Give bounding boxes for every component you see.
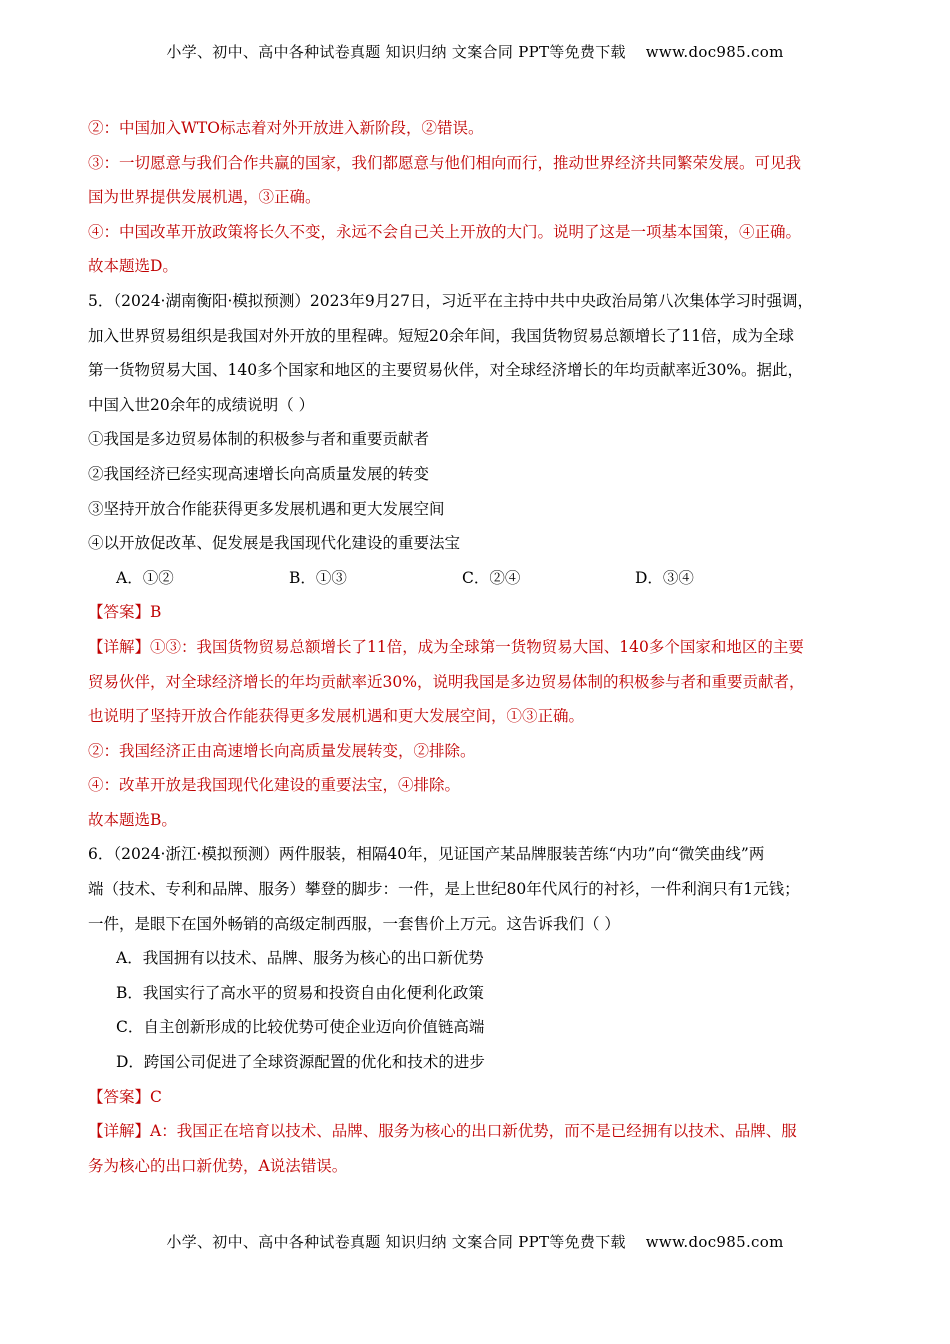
q5-detail-4: ②：我国经济正由高速增长向高质量发展转变，②排除。 <box>88 741 476 760</box>
q6-answer-value: C <box>150 1087 162 1106</box>
q5-detail-text-1: ①③：我国货物贸易总额增长了11倍，成为全球第一货物贸易大国、140多个国家和地区的主要 <box>150 637 804 656</box>
q5-option-c: C．②④ <box>462 568 521 587</box>
q5-option-a: A．①② <box>116 568 174 587</box>
footer-text: 小学、初中、高中各种试卷真题 知识归纳 文案合同 PPT等免费下载 <box>166 1233 626 1251</box>
q5-detail-2: 贸易伙伴，对全球经济增长的年均贡献率近30%，说明我国是多边贸易体制的积极参与者和重要贡献者， <box>88 672 805 691</box>
q5-statement-4: ④以开放促改革、促发展是我国现代化建设的重要法宝 <box>88 534 461 553</box>
q5-answer <box>88 602 863 637</box>
q5-option-d: D．③④ <box>635 568 694 587</box>
q5-detail-1 <box>88 637 863 672</box>
q6-stem-3: 一件，是眼下在国外畅销的高级定制西服，一套售价上万元。这告诉我们（ ） <box>88 914 620 933</box>
header-text: 小学、初中、高中各种试卷真题 知识归纳 文案合同 PPT等免费下载 <box>166 43 626 61</box>
q5-detail-5: ④：改革开放是我国现代化建设的重要法宝，④排除。 <box>88 776 461 795</box>
q6-stem-1: 6．（2024·浙江·模拟预测）两件服装，相隔40年，见证国产某品牌服装苦练“内功”向“微笑曲线”两 <box>88 845 765 864</box>
prev-explain-2: ②：中国加入WTO标志着对外开放进入新阶段，②错误。 <box>88 119 484 137</box>
q6-stem-2: 端（技术、专利和品牌、服务）攀登的脚步：一件，是上世纪80年代风行的衬衫，一件利润只有1元钱； <box>88 880 800 899</box>
q6-option-c: C．自主创新形成的比较优势可使企业迈向价值链高端 <box>116 1018 485 1037</box>
q6-option-b: B．我国实行了高水平的贸易和投资自由化便利化政策 <box>116 983 484 1002</box>
q5-conclusion: 故本题选B。 <box>88 810 177 829</box>
q5-statement-1: ①我国是多边贸易体制的积极参与者和重要贡献者 <box>88 430 430 449</box>
q6-detail-text-1: A：我国正在培育以技术、品牌、服务为核心的出口新优势，而不是已经拥有以技术、品牌、服 <box>150 1122 797 1141</box>
q5-options <box>88 568 863 603</box>
q6-option-a: A．我国拥有以技术、品牌、服务为核心的出口新优势 <box>116 949 484 968</box>
q5-detail-3: 也说明了坚持开放合作能获得更多发展机遇和更大发展空间，①③正确。 <box>88 707 585 726</box>
q6-detail-1 <box>88 1121 863 1156</box>
q5-stem-2: 加入世界贸易组织是我国对外开放的里程碑。短短20余年间，我国货物贸易总额增长了11倍，成为全球 <box>88 326 794 345</box>
q6-detail-tag: 【详解】 <box>88 1122 151 1141</box>
prev-explain-4: ④：中国改革开放政策将长久不变，永远不会自己关上开放的大门。说明了这是一项基本国策，④正确。 <box>88 222 802 241</box>
q5-answer-value: B <box>150 603 162 622</box>
q5-stem-3: 第一货物贸易大国、140多个国家和地区的主要贸易伙伴，对全球经济增长的年均贡献率近30%。据此， <box>88 361 804 380</box>
q5-option-b: B．①③ <box>289 568 347 587</box>
q6-answer-tag: 【答案】 <box>88 1087 151 1106</box>
page-header <box>0 41 950 62</box>
document-body <box>88 118 863 1190</box>
q5-detail-tag: 【详解】 <box>88 637 151 656</box>
q6-answer <box>88 1087 863 1122</box>
prev-explain-3a: ③：一切愿意与我们合作共赢的国家，我们都愿意与他们相向而行，推动世界经济共同繁荣发展。可见我 <box>88 153 802 172</box>
q5-answer-tag: 【答案】 <box>88 603 151 622</box>
header-site[interactable]: www.doc985.com <box>645 43 784 61</box>
q5-stem-4: 中国入世20余年的成绩说明（ ） <box>88 395 315 414</box>
page-footer <box>0 1231 950 1252</box>
footer-site[interactable]: www.doc985.com <box>645 1233 784 1251</box>
q6-option-d: D．跨国公司促进了全球资源配置的优化和技术的进步 <box>116 1053 485 1072</box>
prev-explain-3b: 国为世界提供发展机遇，③正确。 <box>88 188 321 207</box>
q5-stem-1: 5．（2024·湖南衡阳·模拟预测）2023年9月27日，习近平在主持中共中央政治局第八次集体学习时强调， <box>88 291 813 310</box>
q6-detail-2: 务为核心的出口新优势，A说法错误。 <box>88 1156 348 1175</box>
q5-statement-3: ③坚持开放合作能获得更多发展机遇和更大发展空间 <box>88 499 445 518</box>
q5-statement-2: ②我国经济已经实现高速增长向高质量发展的转变 <box>88 464 430 483</box>
prev-conclusion: 故本题选D。 <box>88 257 178 276</box>
